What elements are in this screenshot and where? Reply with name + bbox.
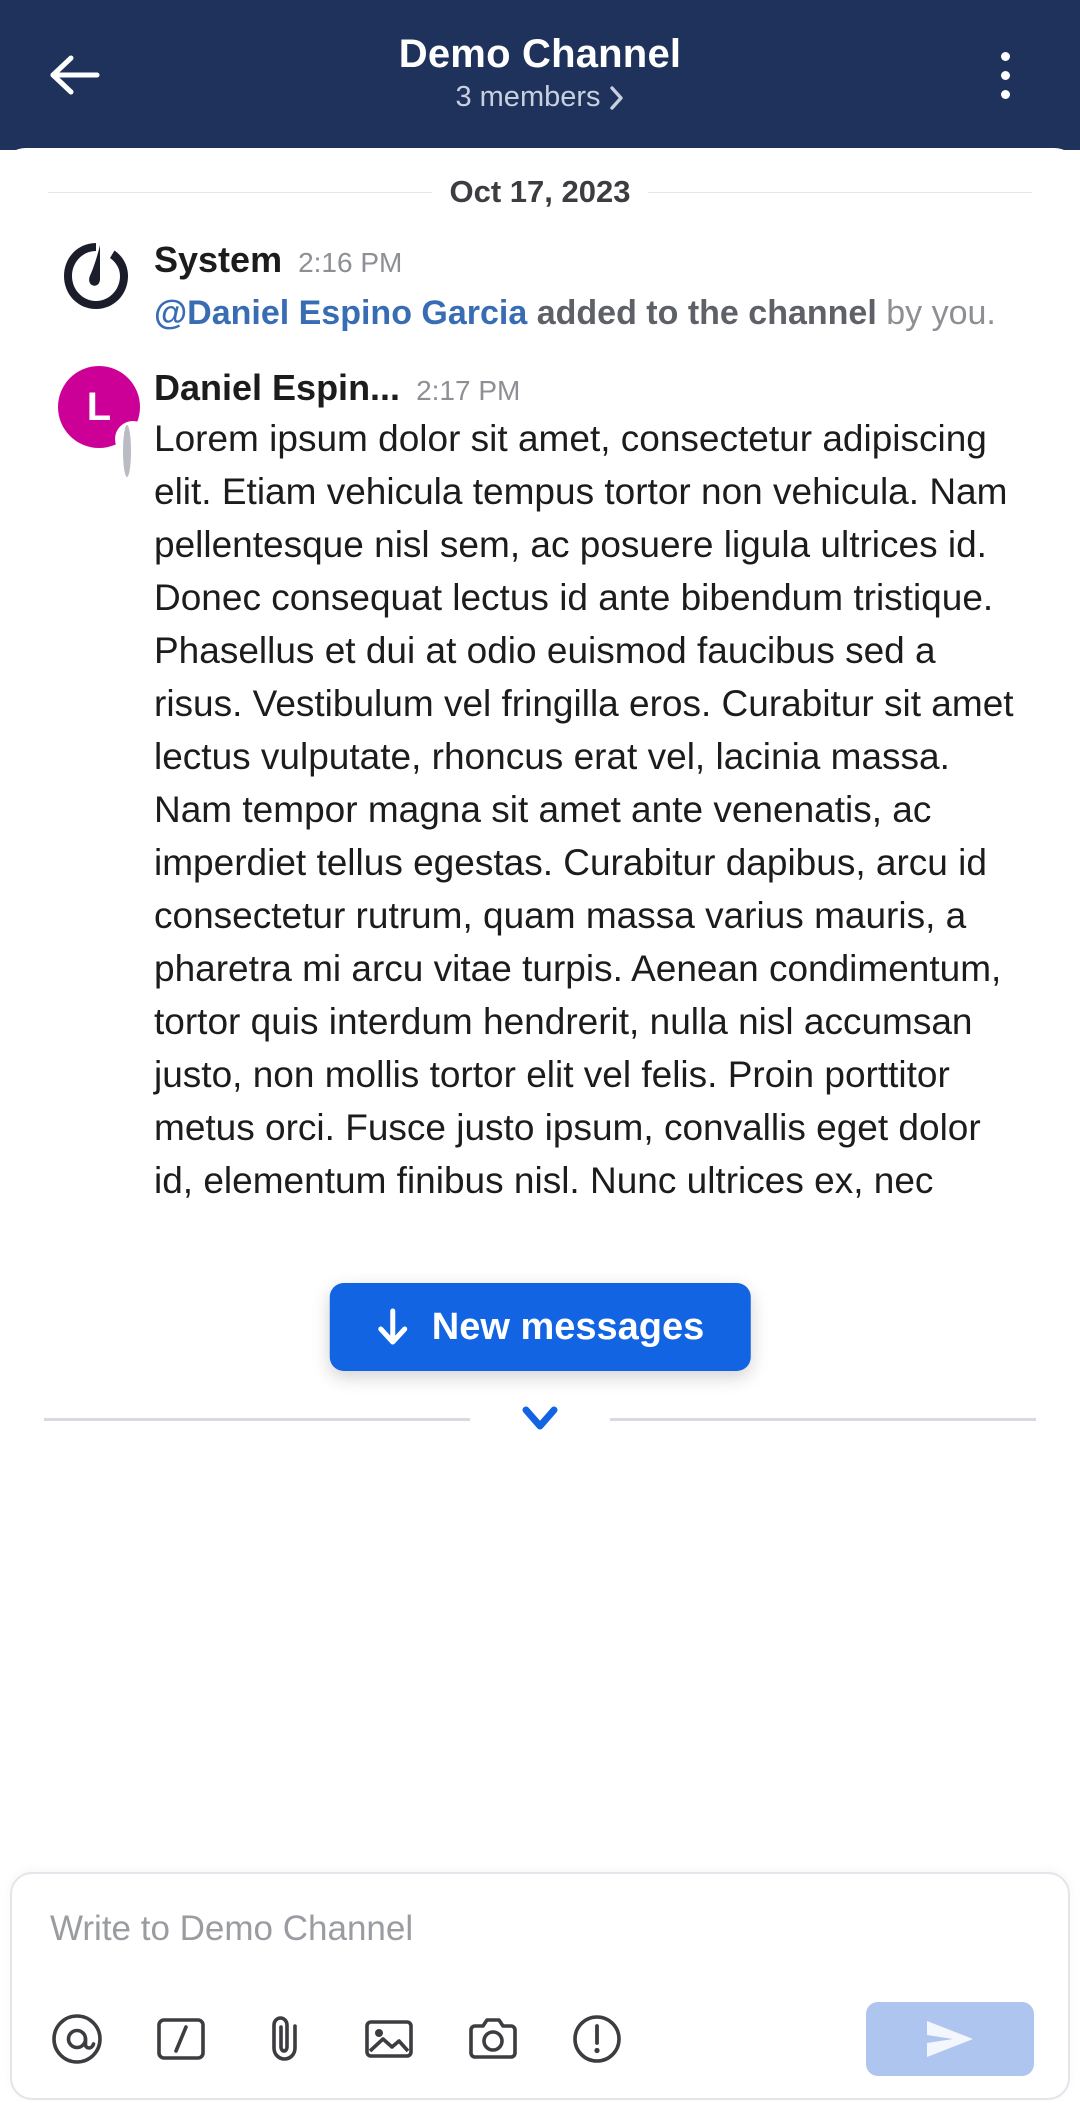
message-author[interactable]: Daniel Espin... [154, 367, 401, 408]
image-button[interactable] [358, 2008, 420, 2070]
presence-offline-icon [118, 424, 148, 454]
camera-icon [464, 2010, 522, 2068]
message-system [0, 210, 1080, 338]
chevron-down-icon [502, 1398, 578, 1442]
mattermost-logo-icon [59, 239, 133, 313]
members-row[interactable] [455, 80, 624, 114]
scroll-fade-overlay [0, 1536, 1080, 1866]
image-icon [360, 2010, 418, 2068]
avatar[interactable] [58, 366, 140, 448]
overflow-menu-button[interactable] [970, 40, 1040, 110]
system-message-text [154, 288, 1036, 338]
message-body [154, 238, 1036, 338]
send-button[interactable] [866, 2002, 1034, 2076]
system-action-text: added to the channel [527, 294, 877, 332]
back-button[interactable] [40, 40, 110, 110]
scroll-to-bottom-button[interactable] [502, 1398, 578, 1447]
message-time: 2:16 PM [298, 247, 403, 278]
message-header [154, 238, 1036, 282]
priority-icon [568, 2010, 626, 2068]
message-user [0, 338, 1080, 1207]
composer-toolbar [12, 2002, 1068, 2076]
message-text: Lorem ipsum dolor sit amet, consectetur adipiscing elit. Etiam vehicula tempus tortor non vehicula. Nam pellentesque nisl sem, ac posuere ligula ultrices id. Donec consequat lectus id ante bibendum tristique. Phasellus et dui at odio euismod faucibus sed a risus. Vestibulum vel fringilla eros. Curabitur sit amet lectus vulputate, rhoncus erat vel, lacinia massa. Nam tempor magna sit amet ante venenatis, ac imperdiet tellus egestas. Curabitur dapibus, arcu id consectetur rutrum, quam massa varius mauris, a pharetra mi arcu vitae turpis. Aenean condimentum, tortor quis interdum hendrerit, nulla nisl accumsan justo, non mollis tortor elit vel felis. Proin porttitor metus orci. Fusce justo ipsum, convallis eget dolor id, elementum finibus nisl. Nunc ultrices ex, nec [154, 418, 1014, 1201]
send-icon [922, 2013, 978, 2065]
date-separator [0, 148, 1080, 210]
avatar-initial: L [86, 384, 112, 429]
mention-link[interactable]: @Daniel Espino Garcia [154, 294, 528, 332]
members-count: 3 members [455, 81, 601, 113]
date-separator-label: Oct 17, 2023 [449, 174, 631, 209]
camera-button[interactable] [462, 2008, 524, 2070]
channel-header [0, 0, 1080, 150]
message-composer[interactable] [10, 1872, 1070, 2100]
attachment-icon [256, 2010, 314, 2068]
message-header [154, 366, 1036, 410]
slash-command-icon [152, 2010, 210, 2068]
new-messages-label: New messages [431, 1306, 705, 1348]
attachment-button[interactable] [254, 2008, 316, 2070]
arrow-left-icon [49, 53, 101, 97]
arrow-down-icon [376, 1307, 410, 1347]
message-author: System [154, 239, 283, 280]
date-separator-line-left [48, 192, 432, 193]
message-list[interactable] [0, 148, 1080, 1866]
message-input[interactable]: Write to Demo Channel [50, 1909, 414, 1948]
message-body [154, 366, 1036, 1207]
date-separator-line-right [648, 192, 1032, 193]
mention-icon [48, 2010, 106, 2068]
page-title: Demo Channel [398, 32, 682, 76]
header-title-block[interactable] [110, 30, 970, 114]
chevron-right-icon [609, 85, 625, 111]
avatar-wrap [58, 238, 154, 338]
overflow-menu-icon [1001, 47, 1010, 104]
mention-button[interactable] [46, 2008, 108, 2070]
system-avatar [58, 238, 134, 314]
message-time: 2:17 PM [416, 375, 521, 406]
slash-command-button[interactable] [150, 2008, 212, 2070]
system-suffix-text: by you. [876, 294, 996, 332]
new-messages-button[interactable] [330, 1283, 751, 1371]
avatar-wrap [58, 366, 154, 1207]
priority-button[interactable] [566, 2008, 628, 2070]
